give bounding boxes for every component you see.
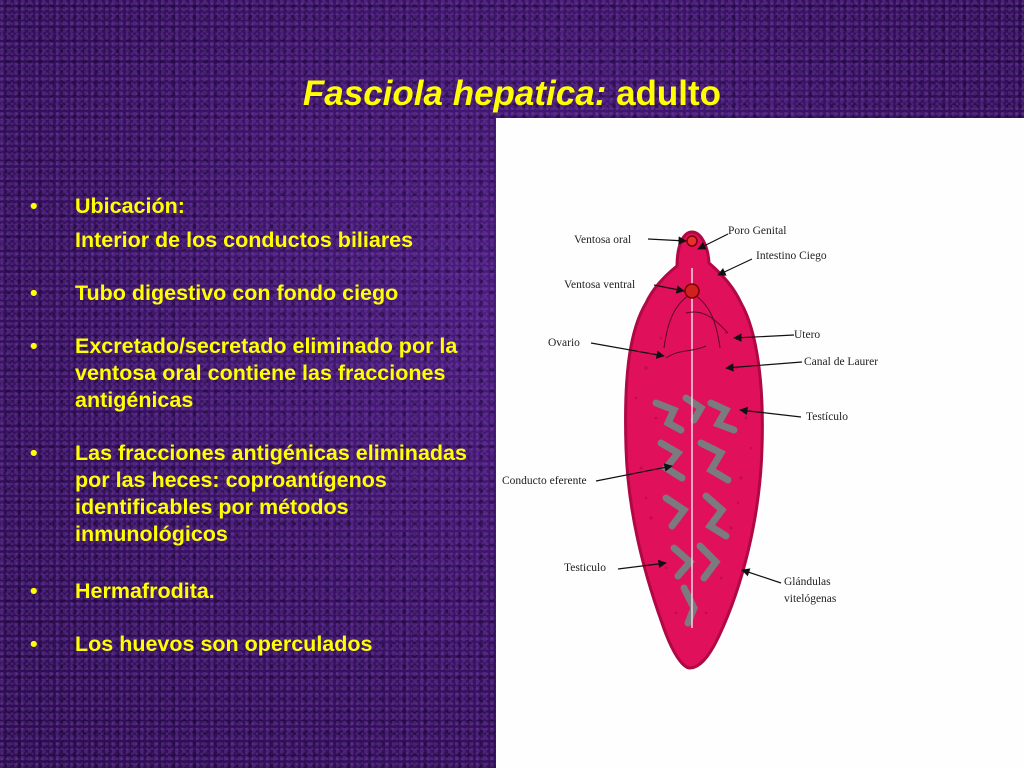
ventral-sucker — [685, 284, 699, 298]
slide-title — [0, 74, 1024, 114]
label-vitelogenas: vitelógenas — [784, 593, 837, 605]
bullet-text: Las fracciones antigénicas eliminadas por las heces: coproantígenos identificables por métodos inmunológicos — [75, 441, 467, 546]
fasciola-diagram — [496, 118, 1024, 768]
bullet-text: Tubo digestivo con fondo ciego — [75, 281, 399, 305]
label-testiculo-left: Testiculo — [564, 562, 606, 574]
bullet-item — [30, 578, 500, 605]
fasciola-diagram-svg — [496, 118, 1024, 768]
label-ventosa-ventral: Ventosa ventral — [564, 279, 636, 291]
bullet-list — [30, 193, 500, 658]
oral-sucker — [687, 236, 697, 246]
label-poro-genital: Poro Genital — [728, 225, 787, 237]
bullet-item — [30, 333, 500, 414]
bullet-text: Los huevos son operculados — [75, 632, 373, 656]
title-species: Fasciola hepatica: — [302, 74, 607, 113]
label-ovario: Ovario — [548, 337, 580, 349]
bullet-subtext: Interior de los conductos biliares — [75, 228, 414, 252]
label-utero: Utero — [794, 329, 821, 341]
bullet-item — [30, 193, 500, 254]
label-intestino-ciego: Intestino Ciego — [756, 250, 827, 262]
bullet-item — [30, 280, 500, 307]
label-ventosa-oral: Ventosa oral — [574, 234, 632, 246]
label-conducto-eferente: Conducto eferente — [502, 475, 587, 487]
bullet-text: Hermafrodita. — [75, 579, 215, 603]
bullet-item — [30, 631, 500, 658]
label-testiculo-right: Testículo — [806, 411, 848, 423]
bullet-text: Ubicación: — [75, 194, 185, 218]
bullet-item — [30, 440, 500, 548]
label-canal-laurer: Canal de Laurer — [804, 356, 879, 368]
label-glandulas: Glándulas — [784, 576, 831, 588]
title-stage: adulto — [606, 74, 722, 113]
bullet-text: Excretado/secretado eliminado por la ventosa oral contiene las fracciones antigénicas — [75, 334, 458, 412]
